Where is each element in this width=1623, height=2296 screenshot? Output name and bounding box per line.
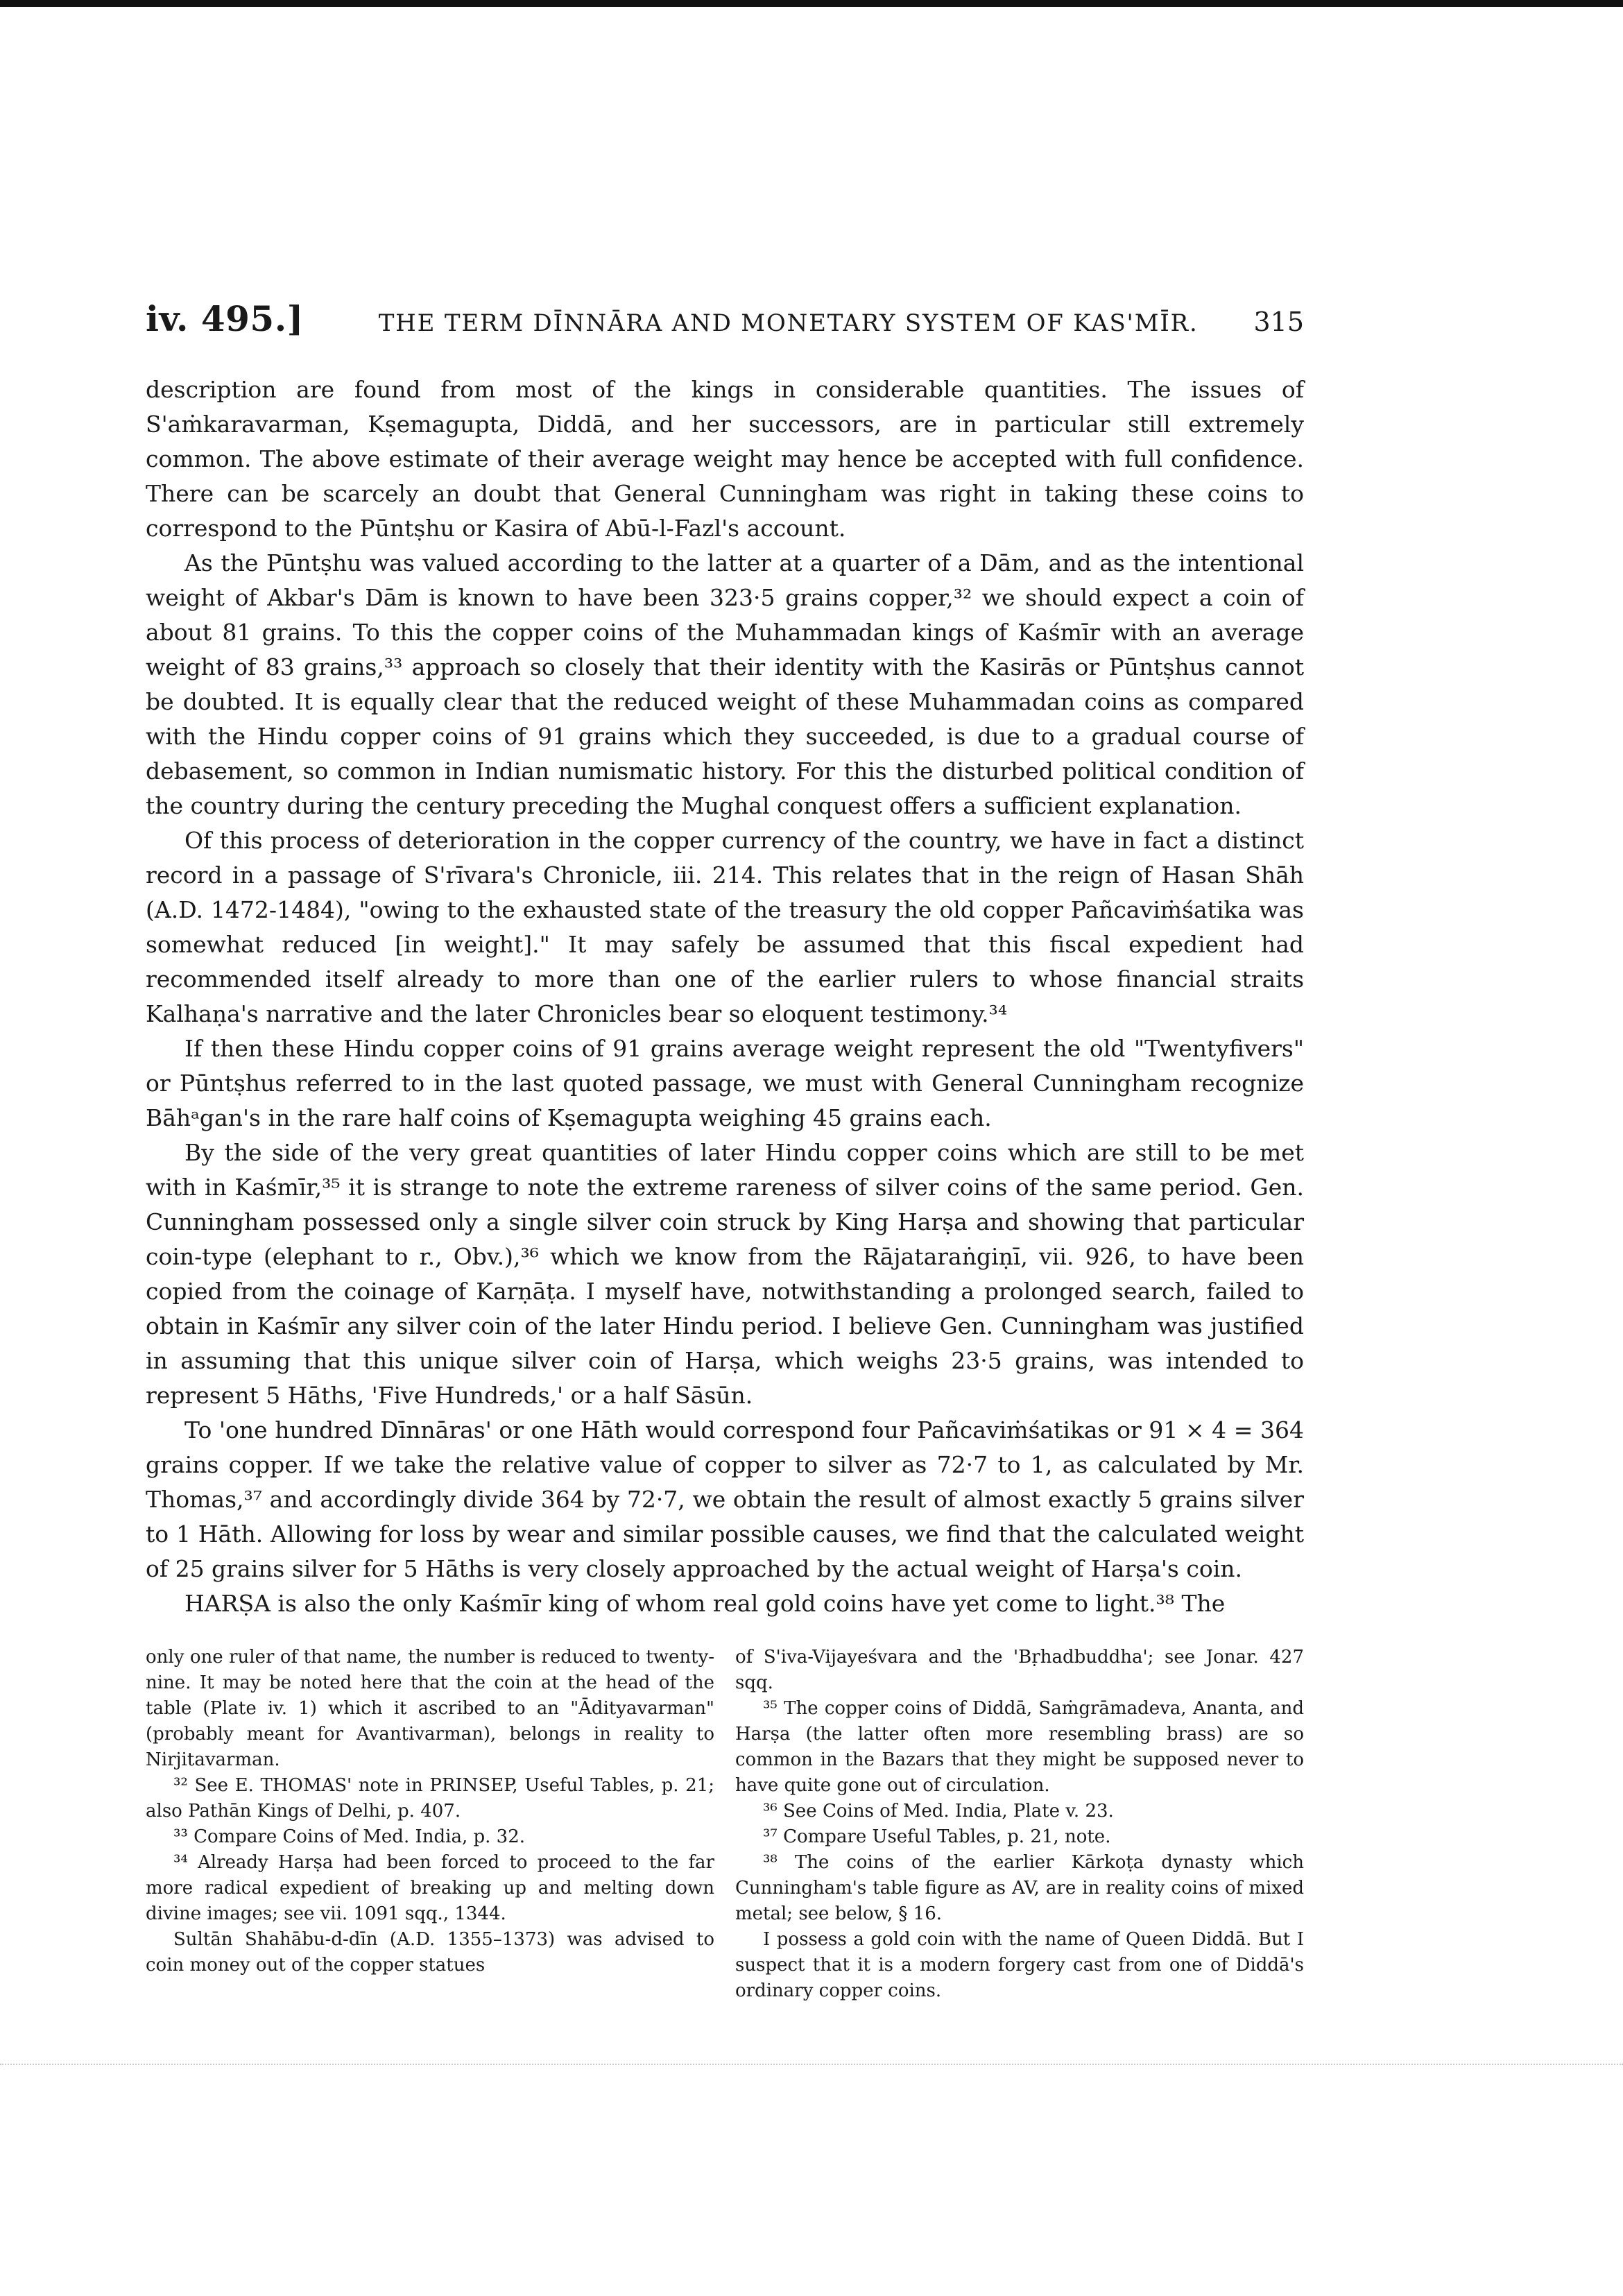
footnotes-left-column xyxy=(146,1645,714,2004)
footnote: ³⁷ Compare Useful Tables, p. 21, note. xyxy=(763,1826,1111,1847)
paragraph: HARṢA is also the only Kaśmīr king of whom real gold coins have yet come to light.³⁸ The xyxy=(184,1590,1226,1617)
footnote: ³⁴ Already Harṣa had been forced to proceed to the far more radical expedient of breaking up and melting down divine images; see vii. 1091 sqq., 1344. xyxy=(146,1852,714,1924)
page-number: 315 xyxy=(1253,307,1304,337)
footnotes xyxy=(146,1645,1304,2004)
footnote: I possess a gold coin with the name of Queen Diddā. But I suspect that it is a modern forgery cast from one of Diddā's ordinary copper coins. xyxy=(735,1929,1304,2001)
paragraph: Of this process of deterioration in the copper currency of the country, we have in fact a distinct record in a passage of S'rīvara's Chronicle, iii. 214. This relates that in the reign of Hasan Shāh (A.D. 1472-1484), "owing to the exhausted state of the treasury the old copper Pañcaviṁśatika was somewhat reduced [in weight]." It may safely be assumed that this fiscal expedient had recommended itself already to more than one of the earlier rulers to whose financial straits Kalhaṇa's narrative and the later Chronicles bear so eloquent testimony.³⁴ xyxy=(146,827,1304,1027)
footnote: ³² See E. THOMAS' note in PRINSEP, Useful Tables, p. 21; also Pathān Kings of Delhi, p. 407. xyxy=(146,1775,714,1822)
scan-artifact-line xyxy=(0,2064,1623,2065)
footnote: ³⁸ The coins of the earlier Kārkoṭa dynasty which Cunningham's table figure as AV, are in reality coins of mixed metal; see below, § 16. xyxy=(735,1852,1304,1924)
footnote: Sultān Shahābu-d-dīn (A.D. 1355–1373) was advised to coin money out of the copper statues xyxy=(146,1929,714,1976)
footnote: of S'iva-Vijayeśvara and the 'Bṛhadbuddha'; see Jonar. 427 sqq. xyxy=(735,1647,1304,1693)
footnote: ³⁵ The copper coins of Diddā, Saṁgrāmadeva, Ananta, and Harṣa (the latter often more resembling brass) are so common in the Bazars that they might be supposed never to have quite gone out of circulation. xyxy=(735,1698,1304,1796)
running-header xyxy=(146,298,1304,339)
book-page xyxy=(146,298,1304,2004)
footnote: ³⁶ See Coins of Med. India, Plate v. 23. xyxy=(763,1801,1114,1822)
footnotes-right-column xyxy=(735,1645,1304,2004)
footnote: ³³ Compare Coins of Med. India, p. 32. xyxy=(173,1826,525,1847)
paragraph: By the side of the very great quantities of later Hindu copper coins which are still to be met with in Kaśmīr,³⁵ it is strange to note the extreme rareness of silver coins of the same period. Gen. Cunningham possessed only a single silver coin struck by King Harṣa and showing that particular coin-type (elephant to r., Obv.),³⁶ which we know from the Rājataraṅgiṇī, vii. 926, to have been copied from the coinage of Karṇāṭa. I myself have, notwithstanding a prolonged search, failed to obtain in Kaśmīr any silver coin of the later Hindu period. I believe Gen. Cunningham was justified in assuming that this unique silver coin of Harṣa, which weighs 23·5 grains, was intended to represent 5 Hāths, 'Five Hundreds,' or a half Sāsūn. xyxy=(146,1139,1304,1409)
paragraph: If then these Hindu copper coins of 91 grains average weight represent the old "Twentyfivers" or Pūntṣhus referred to in the last quoted passage, we must with General Cunningham recognize Bāhᵃgan's in the rare half coins of Kṣemagupta weighing 45 grains each. xyxy=(146,1035,1304,1131)
footnote: only one ruler of that name, the number is reduced to twenty-nine. It may be noted here that the coin at the head of the table (Plate iv. 1) which it ascribed to an "Ādityavarman" (probably meant for Avantivarman), belongs in reality to Nirjitavarman. xyxy=(146,1647,714,1770)
paragraph: As the Pūntṣhu was valued according to the latter at a quarter of a Dām, and as the intentional weight of Akbar's Dām is known to have been 323·5 grains copper,³² we should expect a coin of about 81 grains. To this the copper coins of the Muhammadan kings of Kaśmīr with an average weight of 83 grains,³³ approach so closely that their identity with the Kasirās or Pūntṣhus cannot be doubted. It is equally clear that the reduced weight of these Muhammadan coins as compared with the Hindu copper coins of 91 grains which they succeeded, is due to a gradual course of debasement, so common in Indian numismatic history. For this the disturbed political condition of the country during the century preceding the Mughal conquest offers a sufficient explanation. xyxy=(146,549,1304,819)
running-title: THE TERM DĪNNĀRA AND MONETARY SYSTEM OF KAS'MĪR. xyxy=(378,309,1199,337)
section-reference: iv. 495.] xyxy=(146,298,304,339)
main-text xyxy=(146,372,1304,1621)
paragraph: description are found from most of the kings in considerable quantities. The issues of S'aṁkaravarman, Kṣemagupta, Diddā, and her successors, are in particular still extremely common. The above estimate of their average weight may hence be accepted with full confidence. There can be scarcely an doubt that General Cunningham was right in taking these coins to correspond to the Pūntṣhu or Kasira of Abū-l-Fazl's account. xyxy=(146,376,1304,542)
scan-top-border xyxy=(0,0,1623,7)
paragraph: To 'one hundred Dīnnāras' or one Hāth would correspond four Pañcaviṁśatikas or 91 × 4 = 364 grains copper. If we take the relative value of copper to silver as 72·7 to 1, as calculated by Mr. Thomas,³⁷ and accordingly divide 364 by 72·7, we obtain the result of almost exactly 5 grains silver to 1 Hāth. Allowing for loss by wear and similar possible causes, we find that the calculated weight of 25 grains silver for 5 Hāths is very closely approached by the actual weight of Harṣa's coin. xyxy=(146,1416,1304,1582)
